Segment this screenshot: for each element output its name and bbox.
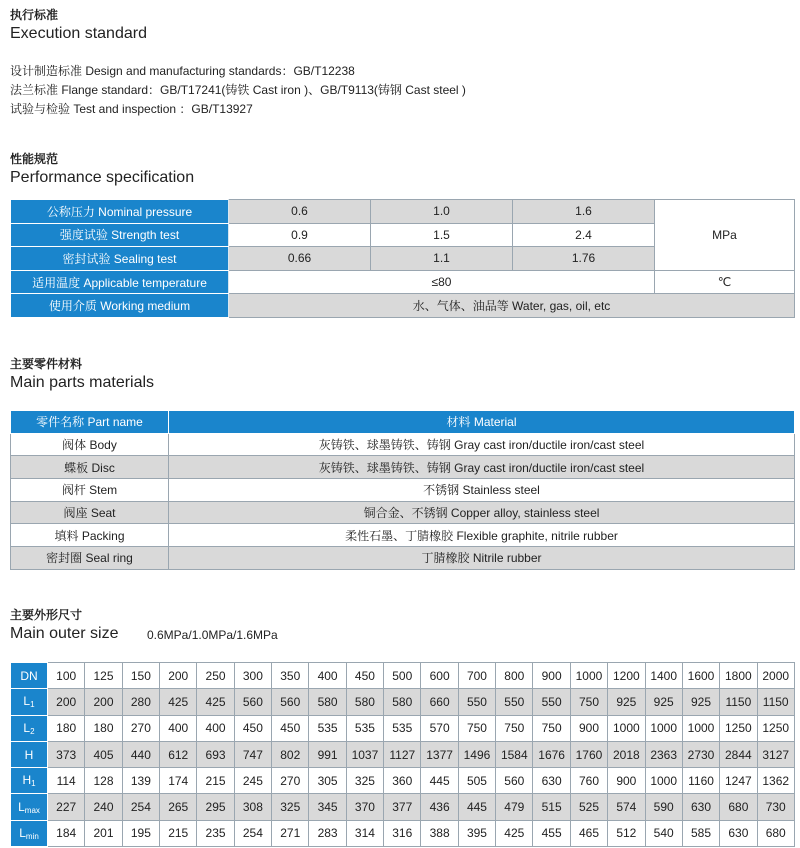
size-cell: 1000 [645,768,682,794]
size-cell: 305 [309,768,346,794]
table-row [11,663,795,689]
size-cell: 479 [496,794,533,820]
size-cell: 760 [570,768,607,794]
size-cell: 580 [346,689,383,715]
size-cell: 750 [570,689,607,715]
dimension-label [11,768,48,794]
part-name: 阀杆 Stem [11,479,169,502]
size-cell: 1200 [608,663,645,689]
size-cell: 1250 [720,715,757,741]
dimension-label [11,689,48,715]
size-cell: 630 [533,768,570,794]
dimension-letter: L [18,799,25,814]
size-cell: 1600 [682,663,719,689]
size-cell: 2844 [720,741,757,767]
size-cell: 925 [645,689,682,715]
materials-title-en: Main parts materials [10,374,155,391]
dimension-letter: H [22,773,32,788]
size-cell: 325 [346,768,383,794]
size-cell: 550 [496,689,533,715]
size-cell: 750 [458,715,495,741]
size-cell: 405 [85,741,122,767]
size-cell: 3127 [757,741,794,767]
size-cell: 630 [720,820,757,846]
size-cell: 750 [533,715,570,741]
size-cell: 201 [85,820,122,846]
size-cell: 270 [122,715,159,741]
material-header: 材料 Material [169,411,795,434]
size-cell: 1000 [608,715,645,741]
pressure-note: 0.6MPa/1.0MPa/1.6MPa [147,628,278,642]
size-cell: 900 [533,663,570,689]
size-cell: 730 [757,794,794,820]
part-material: 灰铸铁、球墨铸铁、铸钢 Gray cast iron/ductile iron/cast steel [169,433,795,456]
size-cell: 525 [570,794,607,820]
size-cell: 991 [309,741,346,767]
part-material: 灰铸铁、球墨铸铁、铸钢 Gray cast iron/ductile iron/cast steel [169,456,795,479]
table-row [11,524,795,547]
table-row [11,715,795,741]
size-cell: 254 [122,794,159,820]
size-cell: 250 [197,663,234,689]
size-cell: 388 [421,820,458,846]
dimension-letter: L [23,694,31,709]
size-cell: 560 [496,768,533,794]
size-cell: 1760 [570,741,607,767]
sealing-test-value: 1.76 [513,247,655,271]
nominal-pressure-value: 1.6 [513,200,655,224]
size-cell: 590 [645,794,682,820]
medium-value: 水、气体、油品等 Water, gas, oil, etc [229,294,795,318]
table-row [11,200,795,224]
size-cell: 400 [160,715,197,741]
size-cell: 345 [309,794,346,820]
size-cell: 465 [570,820,607,846]
dimension-label [11,820,48,846]
size-cell: 184 [48,820,85,846]
size-cell: 535 [384,715,421,741]
size-cell: 280 [122,689,159,715]
size-cell: 570 [421,715,458,741]
size-cell: 325 [272,794,309,820]
size-cell: 700 [458,663,495,689]
size-cell: 200 [160,663,197,689]
size-cell: 377 [384,794,421,820]
size-cell: 680 [757,820,794,846]
sealing-test-label: 密封试验 Sealing test [11,247,229,271]
performance-title-en: Performance specification [10,169,195,186]
size-cell: 630 [682,794,719,820]
size-cell: 425 [496,820,533,846]
size-cell: 900 [570,715,607,741]
size-cell: 254 [234,820,271,846]
size-cell: 180 [48,715,85,741]
size-cell: 100 [48,663,85,689]
dimension-subscript: min [25,831,39,841]
size-cell: 195 [122,820,159,846]
size-cell: 1584 [496,741,533,767]
table-row [11,741,795,767]
size-cell: 445 [458,794,495,820]
size-cell: 373 [48,741,85,767]
size-cell: 750 [496,715,533,741]
nominal-pressure-value: 1.0 [371,200,513,224]
size-cell: 265 [160,794,197,820]
strength-test-label: 强度试验 Strength test [11,223,229,247]
part-material: 丁腈橡胶 Nitrile rubber [169,547,795,570]
size-cell: 680 [720,794,757,820]
dimension-subscript: 2 [30,726,35,736]
flange-standard-line: 法兰标准 Flange standard：GB/T17241(铸铁 Cast iron )、GB/T9113(铸钢 Cast steel ) [10,83,466,97]
temperature-value: ≤80 [229,270,655,294]
execution-title-en: Execution standard [10,25,147,42]
size-cell: 174 [160,768,197,794]
size-cell: 425 [197,689,234,715]
table-row [11,768,795,794]
size-cell: 1037 [346,741,383,767]
size-cell: 215 [197,768,234,794]
nominal-pressure-label: 公称压力 Nominal pressure [11,200,229,224]
size-cell: 227 [48,794,85,820]
temperature-label: 适用温度 Applicable temperature [11,270,229,294]
size-cell: 314 [346,820,383,846]
size-cell: 450 [234,715,271,741]
size-cell: 455 [533,820,570,846]
dimension-label [11,663,48,689]
size-cell: 550 [533,689,570,715]
sealing-test-value: 0.66 [229,247,371,271]
dimension-subscript: 1 [31,779,36,789]
size-cell: 540 [645,820,682,846]
size-cell: 505 [458,768,495,794]
part-name: 阀体 Body [11,433,169,456]
part-material: 不锈钢 Stainless steel [169,479,795,502]
design-standard-line: 设计制造标准 Design and manufacturing standards：GB/T12238 [10,64,355,78]
size-cell: 2000 [757,663,794,689]
size-cell: 395 [458,820,495,846]
size-cell: 114 [48,768,85,794]
table-row [11,270,795,294]
table-row [11,433,795,456]
dimension-letter: DN [20,668,38,683]
size-cell: 1000 [682,715,719,741]
size-cell: 925 [682,689,719,715]
part-name-header: 零件名称 Part name [11,411,169,434]
part-name: 蝶板 Disc [11,456,169,479]
table-row [11,820,795,846]
materials-table [10,410,795,570]
size-cell: 802 [272,741,309,767]
size-cell: 200 [48,689,85,715]
size-cell: 600 [421,663,458,689]
size-cell: 550 [458,689,495,715]
materials-title-cn: 主要零件材料 [10,357,83,371]
size-cell: 271 [272,820,309,846]
dimension-subscript: max [24,805,40,815]
dimension-label [11,794,48,820]
size-cell: 240 [85,794,122,820]
size-cell: 300 [234,663,271,689]
part-name: 密封圈 Seal ring [11,547,169,570]
size-cell: 270 [272,768,309,794]
table-row [11,794,795,820]
size-cell: 1800 [720,663,757,689]
size-cell: 215 [160,820,197,846]
size-cell: 612 [160,741,197,767]
table-row [11,479,795,502]
size-cell: 150 [122,663,159,689]
size-cell: 350 [272,663,309,689]
size-cell: 308 [234,794,271,820]
size-cell: 515 [533,794,570,820]
size-cell: 400 [197,715,234,741]
size-cell: 1127 [384,741,421,767]
size-cell: 1000 [570,663,607,689]
size-cell: 1400 [645,663,682,689]
size-cell: 535 [309,715,346,741]
size-cell: 1150 [757,689,794,715]
size-cell: 1362 [757,768,794,794]
dimension-letter: H [24,747,34,762]
temperature-unit: ℃ [655,270,795,294]
size-cell: 900 [608,768,645,794]
size-cell: 316 [384,820,421,846]
strength-test-value: 1.5 [371,223,513,247]
size-cell: 660 [421,689,458,715]
performance-title-cn: 性能规范 [10,152,59,166]
table-row [11,456,795,479]
size-cell: 445 [421,768,458,794]
size-cell: 2730 [682,741,719,767]
size-cell: 800 [496,663,533,689]
size-cell: 1247 [720,768,757,794]
size-cell: 580 [384,689,421,715]
execution-title-cn: 执行标准 [10,8,59,22]
dimension-subscript: 1 [30,700,35,710]
size-cell: 360 [384,768,421,794]
size-cell: 560 [272,689,309,715]
size-cell: 574 [608,794,645,820]
size-cell: 436 [421,794,458,820]
size-cell: 747 [234,741,271,767]
size-cell: 200 [85,689,122,715]
dimension-letter: L [23,720,31,735]
size-cell: 535 [346,715,383,741]
size-cell: 450 [272,715,309,741]
strength-test-value: 2.4 [513,223,655,247]
size-cell: 1000 [645,715,682,741]
size-cell: 925 [608,689,645,715]
strength-test-value: 0.9 [229,223,371,247]
medium-label: 使用介质 Working medium [11,294,229,318]
size-cell: 500 [384,663,421,689]
dimension-letter: L [19,825,26,840]
size-cell: 295 [197,794,234,820]
size-cell: 139 [122,768,159,794]
size-cell: 693 [197,741,234,767]
table-row [11,547,795,570]
part-material: 柔性石墨、丁腈橡胶 Flexible graphite, nitrile rubber [169,524,795,547]
size-table [10,662,795,847]
table-row [11,689,795,715]
size-cell: 1160 [682,768,719,794]
size-cell: 2018 [608,741,645,767]
sizes-title-en: Main outer size [10,625,119,642]
size-cell: 1676 [533,741,570,767]
size-cell: 128 [85,768,122,794]
part-name: 填料 Packing [11,524,169,547]
size-cell: 283 [309,820,346,846]
size-cell: 580 [309,689,346,715]
size-cell: 440 [122,741,159,767]
size-cell: 245 [234,768,271,794]
size-cell: 585 [682,820,719,846]
size-cell: 125 [85,663,122,689]
size-cell: 1250 [757,715,794,741]
table-row [11,294,795,318]
pressure-unit: MPa [655,200,795,271]
size-cell: 1496 [458,741,495,767]
performance-table [10,199,795,318]
size-cell: 1377 [421,741,458,767]
size-cell: 512 [608,820,645,846]
test-standard-line: 试验与检验 Test and inspection ：GB/T13927 [10,102,253,116]
size-cell: 370 [346,794,383,820]
size-cell: 1150 [720,689,757,715]
size-cell: 2363 [645,741,682,767]
size-cell: 450 [346,663,383,689]
table-row [11,501,795,524]
dimension-label [11,715,48,741]
sealing-test-value: 1.1 [371,247,513,271]
size-cell: 180 [85,715,122,741]
size-cell: 560 [234,689,271,715]
table-header-row [11,411,795,434]
nominal-pressure-value: 0.6 [229,200,371,224]
size-cell: 400 [309,663,346,689]
size-cell: 425 [160,689,197,715]
part-material: 铜合金、不锈钢 Copper alloy, stainless steel [169,501,795,524]
dimension-label [11,741,48,767]
sizes-title-cn: 主要外形尺寸 [10,608,83,622]
size-cell: 235 [197,820,234,846]
part-name: 阀座 Seat [11,501,169,524]
